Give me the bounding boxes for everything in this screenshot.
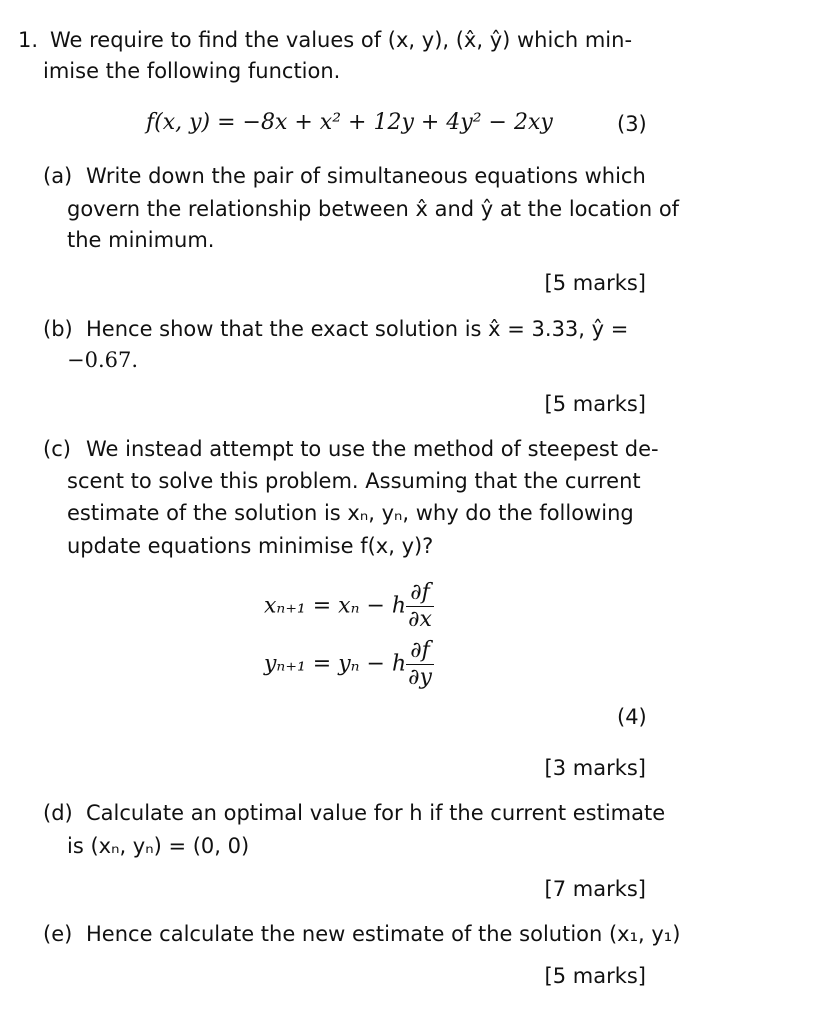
part-b-line-2: −0.67. xyxy=(67,348,139,372)
part-a-line-3: the minimum. xyxy=(67,228,215,252)
partial-f-y-numerator: ∂f xyxy=(406,638,434,665)
partial-f-x-denominator: ∂x xyxy=(408,607,432,632)
equation-number-3: (3) xyxy=(617,112,647,136)
part-b-label: (b) xyxy=(43,317,73,341)
partial-f-y-fraction xyxy=(406,638,434,691)
question-intro-line-2: imise the following function. xyxy=(43,59,341,83)
part-b-line-1: Hence show that the exact solution is x̂ = 3.33, ŷ = xyxy=(86,317,629,341)
question-intro-line-1: We require to find the values of (x, y), (x̂, ŷ) which min- xyxy=(50,28,633,52)
part-d-marks: [7 marks] xyxy=(544,877,646,901)
part-d-line-1: Calculate an optimal value for h if the current estimate xyxy=(86,801,666,825)
part-c-label: (c) xyxy=(43,437,71,461)
partial-f-x-numerator: ∂f xyxy=(406,580,434,607)
part-d-line-2: is (xₙ, yₙ) = (0, 0) xyxy=(67,834,250,858)
partial-f-y-denominator: ∂y xyxy=(408,665,432,690)
part-c-marks: [3 marks] xyxy=(544,756,646,780)
question-number: 1. xyxy=(18,28,39,52)
equation-number-4: (4) xyxy=(617,705,647,729)
part-a-line-1: Write down the pair of simultaneous equations which xyxy=(86,164,646,188)
update-equation-x xyxy=(264,580,434,633)
part-c-line-4: update equations minimise f(x, y)? xyxy=(67,534,434,558)
part-a-line-2: govern the relationship between x̂ and ŷ at the location of xyxy=(67,197,680,221)
part-c-line-2: scent to solve this problem. Assuming that the current xyxy=(67,469,641,493)
part-d-label: (d) xyxy=(43,801,73,825)
part-b-marks: [5 marks] xyxy=(544,392,646,416)
update-equation-y xyxy=(264,638,434,691)
part-e-line-1: Hence calculate the new estimate of the solution (x₁, y₁) xyxy=(86,922,681,946)
update-equation-x-lhs: xₙ₊₁ = xₙ − h xyxy=(264,593,407,619)
part-e-label: (e) xyxy=(43,922,73,946)
update-equation-y-lhs: yₙ₊₁ = yₙ − h xyxy=(264,651,407,677)
part-c-line-3: estimate of the solution is xₙ, yₙ, why do the following xyxy=(67,501,634,525)
part-a-label: (a) xyxy=(43,164,73,188)
part-a-marks: [5 marks] xyxy=(544,271,646,295)
part-c-line-1: We instead attempt to use the method of steepest de- xyxy=(86,437,659,461)
part-e-marks: [5 marks] xyxy=(544,964,646,988)
partial-f-x-fraction xyxy=(406,580,434,633)
function-equation: f(x, y) = −8x + x² + 12y + 4y² − 2xy xyxy=(146,110,553,135)
